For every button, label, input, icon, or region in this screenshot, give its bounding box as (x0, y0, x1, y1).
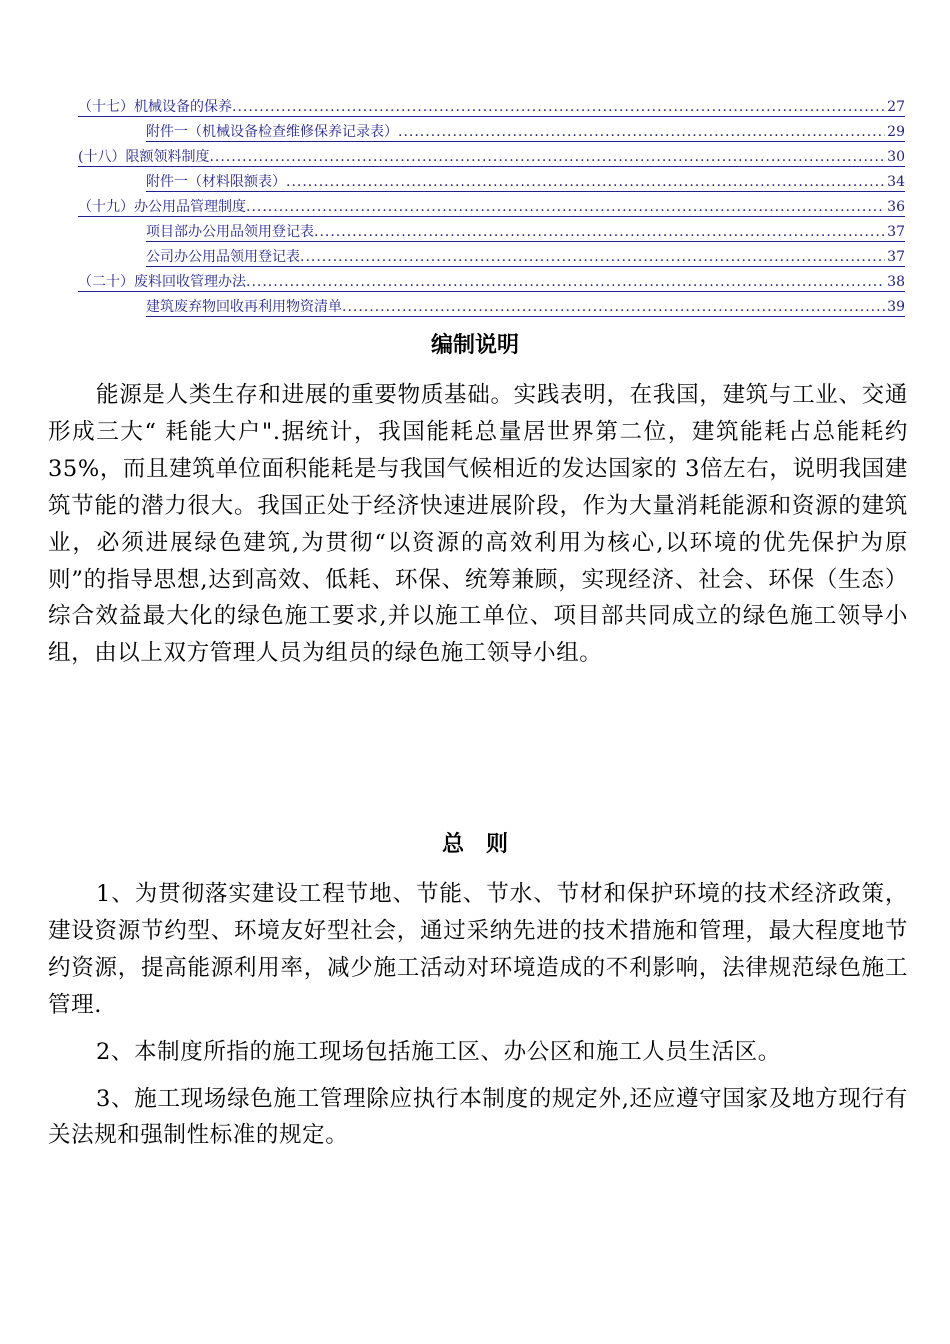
general-provisions-body (48, 876, 908, 1154)
toc-entry[interactable] (146, 298, 905, 320)
toc-entry-label: （十七）机械设备的保养 (78, 99, 232, 115)
toc-entry-label: （二十）废料回收管理办法 (78, 274, 246, 290)
toc-entry[interactable] (146, 248, 905, 270)
toc-entry-label: (十八）限额领料制度 (78, 149, 210, 165)
toc-dot-leader (246, 273, 885, 292)
toc-entry-label: 附件一（材料限额表） (146, 174, 286, 190)
toc-entry[interactable] (146, 223, 905, 245)
toc-page-number: 29 (887, 124, 905, 140)
toc-page-number: 36 (887, 199, 905, 215)
toc-page-number: 39 (887, 299, 905, 315)
toc-page-number: 37 (887, 224, 905, 240)
toc-entry-label: 项目部办公用品领用登记表 (146, 224, 314, 240)
preface-body (48, 377, 908, 672)
toc-dot-leader (286, 173, 885, 192)
toc-dot-leader (398, 123, 885, 142)
toc-dot-leader (314, 223, 885, 242)
toc-page-number: 37 (887, 249, 905, 265)
general-paragraph-3: 3、施工现场绿色施工管理除应执行本制度的规定外,还应遵守国家及地方现行有关法规和强制性标准的规定。 (48, 1085, 908, 1149)
toc-entry[interactable] (146, 123, 905, 145)
toc-entry[interactable] (78, 273, 905, 295)
general-paragraph-2: 2、本制度所指的施工现场包括施工区、办公区和施工人员生活区。 (96, 1038, 781, 1065)
toc-entry[interactable] (78, 98, 905, 120)
toc-dot-leader (300, 248, 885, 267)
toc-entry-label: 建筑废弃物回收再利用物资清单 (146, 299, 342, 315)
toc-dot-leader (209, 148, 885, 167)
toc-page-number: 34 (887, 174, 905, 190)
toc-page-number: 38 (887, 274, 905, 290)
general-provisions-title: 总 则 (441, 831, 508, 857)
toc-dot-leader (232, 98, 885, 117)
toc-entry[interactable] (78, 148, 905, 170)
toc-entry-label: 公司办公用品领用登记表 (146, 249, 300, 265)
toc-page-number: 30 (887, 149, 905, 165)
toc-page-number: 27 (887, 99, 905, 115)
toc-entry[interactable] (146, 173, 905, 195)
general-paragraph-1: 1、为贯彻落实建设工程节地、节能、节水、节材和保护环境的技术经济政策，建设资源节约型、环境友好型社会，通过采纳先进的技术措施和管理，最大程度地节约资源，提高能源利用率，减少施工活动对环境造成的不利影响，法律规范绿色施工管理. (48, 881, 908, 1018)
preface-paragraph: 能源是人类生存和进展的重要物质基础。实践表明，在我国，建筑与工业、交通形成三大“ 耗能大户".据统计，我国能耗总量居世界第二位，建筑能耗占总能耗约 35%，而且建筑单位面积能耗是与我国气候相近的发达国家的 3倍左右，说明我国建筑节能的潜力很大。我国正处于经济快速进展阶段，作为大量消耗能源和资源的建筑业，必须进展绿色建筑,为贯彻“以资源的高效利用为核心,以环境的优先保护为原则”的指导思想,达到高效、低耗、环保、统筹兼顾，实现经济、社会、环保（生态）综合效益最大化的绿色施工要求,并以施工单位、项目部共同成立的绿色施工领导小组，由以上双方管理人员为组员的绿色施工领导小组。 (48, 382, 908, 667)
toc-entry[interactable] (78, 198, 905, 220)
toc-dot-leader (342, 298, 885, 317)
toc-dot-leader (246, 198, 885, 217)
toc-entry-label: （十九）办公用品管理制度 (78, 199, 246, 215)
toc-entry-label: 附件一（机械设备检查维修保养记录表） (146, 124, 398, 140)
preface-title: 编制说明 (430, 332, 519, 358)
